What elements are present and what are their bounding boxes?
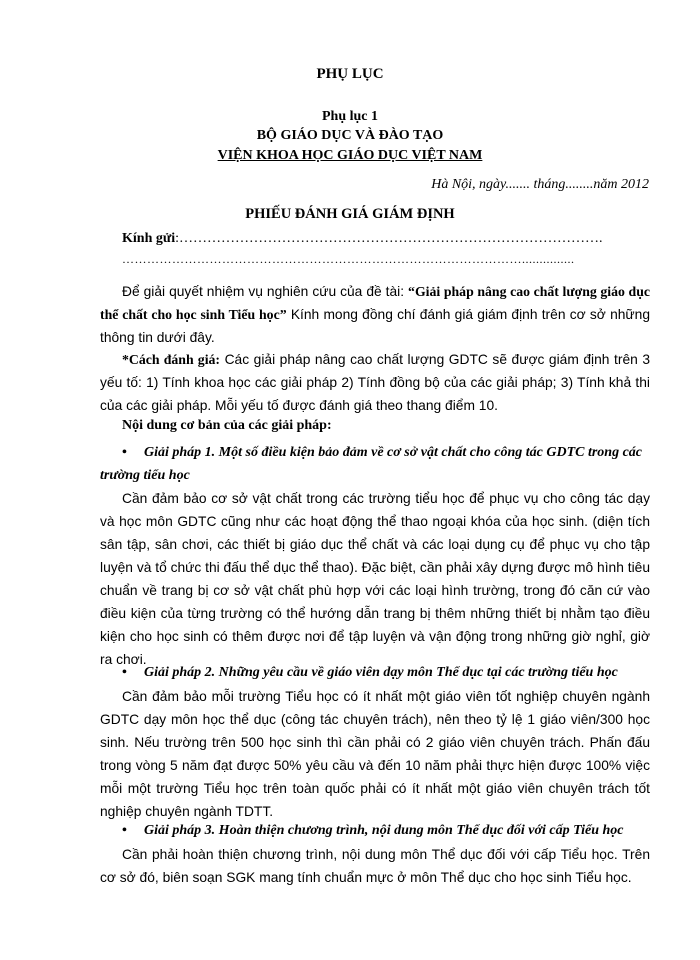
- bullet-icon: •: [122, 665, 127, 680]
- recipient-line: [122, 231, 603, 247]
- solution-2-title: [100, 661, 650, 684]
- solution-3-title-text: Giải pháp 3. Hoàn thiện chương trình, nội dung môn Thể dục đối với cấp Tiểu học: [144, 823, 624, 838]
- ministry-name: BỘ GIÁO DỤC VÀ ĐÀO TẠO: [256, 128, 444, 143]
- solution-2-body: Cần đảm bảo mỗi trường Tiểu học có ít nhất một giáo viên tốt nghiệp chuyên ngành GDTC dạy môn học thể dục (công tác chuyên trách), nên theo tỷ lệ 1 giáo viên/300 học sinh. Nếu trường trên 500 học sinh thì cần phải có 2 giáo viên chuyên trách. Phấn đấu trong vòng 5 năm đạt được 50% yêu cầu và đến 10 năm phải thực hiện được 100% việc mỗi một trường Tiểu học trên toàn quốc phải có ít nhất một giáo viên chuyên trách tốt nghiệp chuyên ngành TDTT.: [100, 689, 650, 819]
- place-date: Hà Nội, ngày....... tháng........năm 2012: [431, 177, 649, 192]
- solution-3-body: Cần phải hoàn thiện chương trình, nội dung môn Thể dục đối với cấp Tiểu học. Trên cơ sở đó, biên soạn SGK mang tính chuẩn mực ở môn Thể dục cho học sinh Tiểu học.: [100, 847, 650, 885]
- content-heading: Nội dung cơ bản của các giải pháp:: [122, 418, 332, 433]
- institute-name: VIỆN KHOA HỌC GIÁO DỤC VIỆT NAM: [217, 148, 483, 163]
- appendix-number: Phụ lục 1: [321, 109, 378, 124]
- criteria-paragraph: [100, 348, 650, 417]
- solution-3-title: [100, 819, 650, 842]
- bullet-icon: •: [122, 823, 127, 838]
- topic-title: “Giải pháp nâng cao chất lượng giáo dục thể chất cho học sinh Tiểu học”: [100, 284, 650, 322]
- solution-1-body: Cần đảm bảo cơ sở vật chất trong các trường tiểu học để phục vụ cho công tác dạy và học môn GDTC cũng như các hoạt động thể thao ngoại khóa của học sinh. (diện tích sân tập, sân chơi, các thiết bị giáo dục thể chất và các loại dụng cụ để phục vụ cho tập luyện và tổ chức thi đấu thể dục thể thao). Đặc biệt, cần phải xây dựng được mô hình tiêu chuẩn về trang bị cơ sở vật chất phù hợp với các loại hình trường, trong đó căn cứ vào điều kiện của từng trường có thể hướng dẫn trang bị thêm những thiết bị nhằm tạo điều kiện cho học sinh có thêm được nơi để tập luyện và vận động trong những giờ nghỉ, giờ ra chơi.: [100, 491, 650, 667]
- intro-text: Để giải quyết nhiệm vụ nghiên cứu của đề tài:: [122, 284, 409, 299]
- intro-text-end: Kính mong đồng chí đánh giá giám định trên cơ sở những thông tin dưới đây.: [100, 307, 650, 345]
- criteria-label: *Cách đánh giá:: [122, 352, 221, 367]
- bullet-icon: •: [122, 445, 127, 460]
- appendix-title: PHỤ LỤC: [316, 66, 384, 82]
- solution-1-title-text: Giải pháp 1. Một số điều kiện bảo đảm về cơ sở vật chất cho công tác GDTC trong các trường tiểu học: [100, 445, 643, 483]
- criteria-text: Các giải pháp nâng cao chất lượng GDTC sẽ được giám định trên 3 yếu tố: 1) Tính khoa học các giải pháp 2) Tính đồng bộ của các giải pháp; 3) Tính khả thi của các giải pháp. Mỗi yếu tố được đánh giá theo thang điểm 10.: [100, 352, 651, 413]
- solution-1-title: [100, 441, 650, 487]
- recipient-dots-line-2: ……………………………………………………………………………………...............: [122, 252, 575, 266]
- recipient-dots: :……………………………………………………………………………….: [175, 231, 603, 246]
- solution-2-title-text: Giải pháp 2. Những yêu cầu về giáo viên dạy môn Thể dục tại các trường tiểu học: [144, 665, 618, 680]
- form-title: PHIẾU ĐÁNH GIÁ GIÁM ĐỊNH: [245, 206, 455, 222]
- intro-paragraph: [100, 280, 650, 349]
- recipient-label: Kính gửi: [122, 231, 176, 246]
